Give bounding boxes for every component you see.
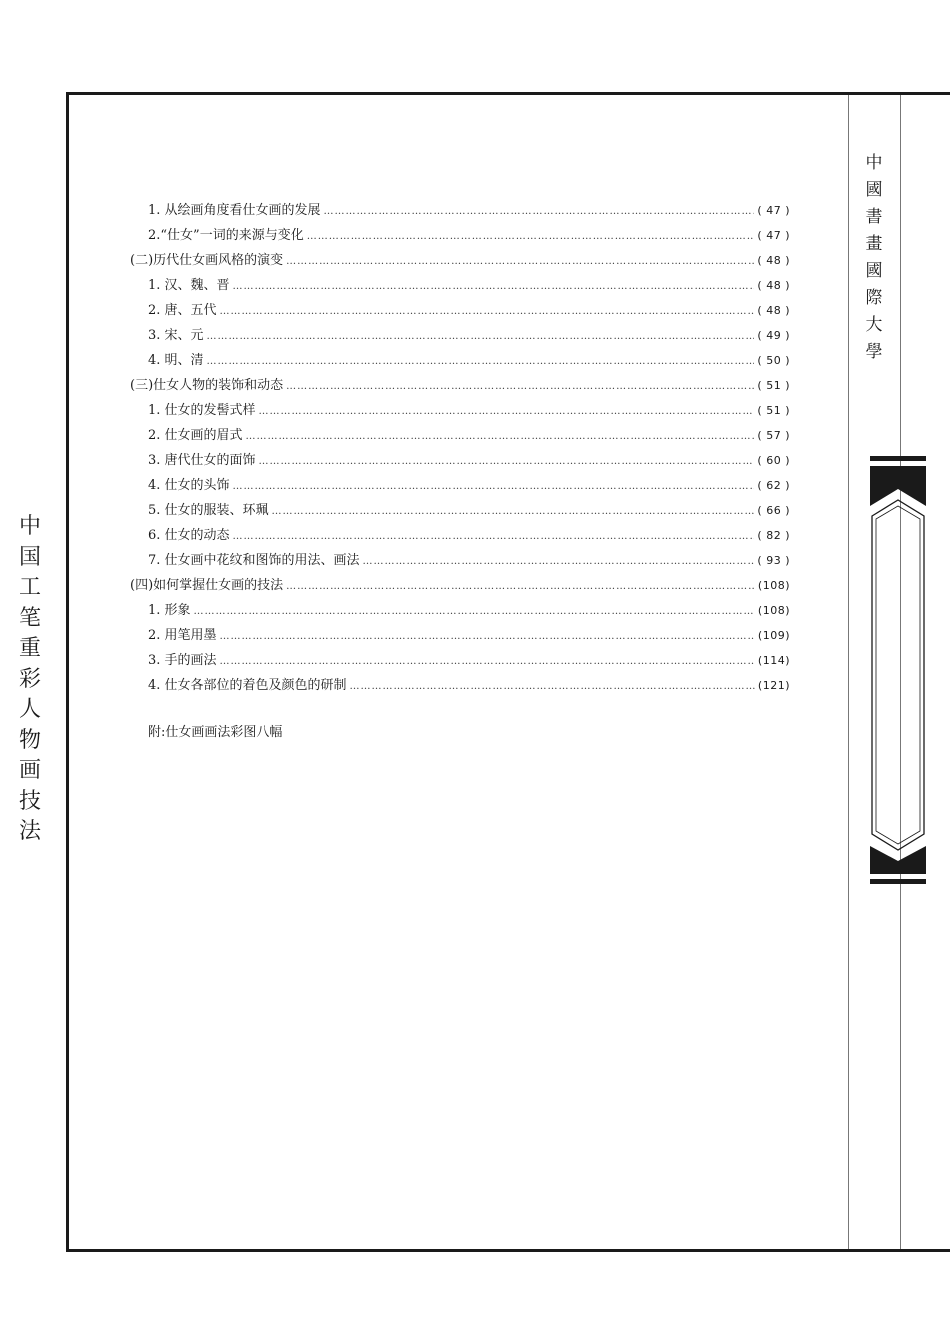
spine-title-char: 画 xyxy=(18,758,41,783)
spine-title-char: 法 xyxy=(18,819,41,844)
dot-leader xyxy=(207,349,755,374)
toc-section-row xyxy=(130,248,790,273)
toc-page-number: ( 51 ) xyxy=(757,379,790,392)
toc-page-number: ( 66 ) xyxy=(757,504,790,517)
toc-page-number: (109) xyxy=(757,629,790,642)
spine-banner xyxy=(868,456,928,888)
toc-item-row xyxy=(130,498,790,523)
spine-title-char: 笔 xyxy=(18,605,41,631)
spine-title-char: 重 xyxy=(18,636,41,661)
toc-entry-title: 4. 仕女各部位的着色及颜色的研制 xyxy=(148,678,347,693)
spine-title-char: 彩 xyxy=(18,666,41,692)
toc-entry-title: 6. 仕女的动态 xyxy=(148,528,230,543)
table-of-contents xyxy=(130,198,790,698)
dot-leader xyxy=(286,249,754,274)
spine-publisher-char: 中 xyxy=(865,153,883,173)
spine-book-title xyxy=(5,512,55,848)
toc-item-row xyxy=(130,273,790,298)
dot-leader xyxy=(233,474,755,499)
toc-entry-title: 7. 仕女画中花纹和图饰的用法、画法 xyxy=(148,553,360,568)
toc-entry-title: 2. 仕女画的眉式 xyxy=(148,428,243,443)
toc-entry-title: (三)仕女人物的装饰和动态 xyxy=(130,378,284,393)
spine-title-char: 人 xyxy=(18,697,41,722)
dot-leader xyxy=(246,424,755,449)
toc-item-row xyxy=(130,473,790,498)
toc-item-row xyxy=(130,323,790,348)
toc-item-row xyxy=(130,298,790,323)
toc-entry-title: 1. 仕女的发髻式样 xyxy=(148,403,256,418)
toc-item-row xyxy=(130,648,790,673)
banner-ornament xyxy=(868,456,928,888)
spine-publisher-char: 國 xyxy=(865,261,883,281)
spine-publisher-char: 畫 xyxy=(865,234,883,254)
toc-page-number: ( 62 ) xyxy=(757,479,790,492)
toc-page-number: ( 49 ) xyxy=(757,329,790,342)
toc-entry-title: 1. 形象 xyxy=(148,603,191,618)
spine-title-char: 技 xyxy=(18,788,41,814)
toc-page-number: ( 82 ) xyxy=(757,529,790,542)
spine-publisher-char: 學 xyxy=(865,342,883,362)
toc-item-row xyxy=(130,398,790,423)
dot-leader xyxy=(259,399,755,424)
toc-item-row xyxy=(130,623,790,648)
toc-item-row xyxy=(130,448,790,473)
toc-entry-title: 3. 手的画法 xyxy=(148,653,217,668)
toc-entry-title: 4. 明、清 xyxy=(148,353,204,368)
toc-entry-title: 2.“仕女”一词的来源与变化 xyxy=(148,228,304,243)
spine-title-char: 物 xyxy=(18,727,41,753)
toc-item-row xyxy=(130,423,790,448)
toc-entry-title: 3. 宋、元 xyxy=(148,328,204,343)
appendix-note: 附:仕女画画法彩图八幅 xyxy=(148,725,283,740)
dot-leader xyxy=(324,199,755,224)
toc-page-number: ( 47 ) xyxy=(757,229,790,242)
dot-leader xyxy=(207,324,755,349)
toc-item-row xyxy=(130,348,790,373)
spine-publisher-char: 國 xyxy=(865,180,883,200)
dot-leader xyxy=(272,499,755,524)
toc-page-number: ( 48 ) xyxy=(757,279,790,292)
toc-page-number: ( 51 ) xyxy=(757,404,790,417)
spine-publisher-char: 大 xyxy=(865,315,883,335)
dot-leader xyxy=(363,549,755,574)
toc-page-number: (108) xyxy=(757,579,790,592)
toc-item-row xyxy=(130,673,790,698)
dot-leader xyxy=(220,624,755,649)
toc-item-row xyxy=(130,523,790,548)
toc-entry-title: 5. 仕女的服装、环珮 xyxy=(148,503,269,518)
toc-item-row xyxy=(130,198,790,223)
spine-title-char: 工 xyxy=(18,575,41,600)
dot-leader xyxy=(220,299,755,324)
toc-page-number: ( 93 ) xyxy=(757,554,790,567)
dot-leader xyxy=(286,574,755,599)
toc-entry-title: (四)如何掌握仕女画的技法 xyxy=(130,578,284,593)
toc-entry-title: (二)历代仕女画风格的演变 xyxy=(130,253,284,268)
dot-leader xyxy=(307,224,755,249)
dot-leader xyxy=(350,674,755,699)
toc-page-number: ( 48 ) xyxy=(757,304,790,317)
toc-page-number: ( 50 ) xyxy=(757,354,790,367)
dot-leader xyxy=(233,524,755,549)
toc-item-row xyxy=(130,548,790,573)
toc-item-row xyxy=(130,598,790,623)
spine-divider-left xyxy=(848,95,849,1249)
dot-leader xyxy=(220,649,755,674)
toc-page-number: ( 47 ) xyxy=(757,204,790,217)
toc-page-number: ( 60 ) xyxy=(757,454,790,467)
spine-publisher-char: 書 xyxy=(865,207,883,227)
toc-entry-title: 1. 汉、魏、晋 xyxy=(148,278,230,293)
dot-leader xyxy=(286,374,754,399)
spine-publisher-char: 際 xyxy=(865,288,883,308)
toc-entry-title: 1. 从绘画角度看仕女画的发展 xyxy=(148,203,321,218)
toc-page-number: ( 57 ) xyxy=(757,429,790,442)
toc-entry-title: 2. 用笔用墨 xyxy=(148,628,217,643)
toc-page-number: (114) xyxy=(757,654,790,667)
dot-leader xyxy=(233,274,755,299)
toc-entry-title: 4. 仕女的头饰 xyxy=(148,478,230,493)
spine-title-char: 中 xyxy=(18,514,41,539)
toc-page-number: (121) xyxy=(757,679,790,692)
toc-section-row xyxy=(130,373,790,398)
dot-leader xyxy=(194,599,755,624)
toc-entry-title: 2. 唐、五代 xyxy=(148,303,217,318)
toc-page-number: ( 48 ) xyxy=(757,254,790,267)
toc-page-number: (108) xyxy=(757,604,790,617)
toc-section-row xyxy=(130,573,790,598)
toc-entry-title: 3. 唐代仕女的面饰 xyxy=(148,453,256,468)
spine-title-char: 国 xyxy=(18,544,41,570)
spine-publisher xyxy=(860,150,888,366)
dot-leader xyxy=(259,449,755,474)
toc-item-row xyxy=(130,223,790,248)
